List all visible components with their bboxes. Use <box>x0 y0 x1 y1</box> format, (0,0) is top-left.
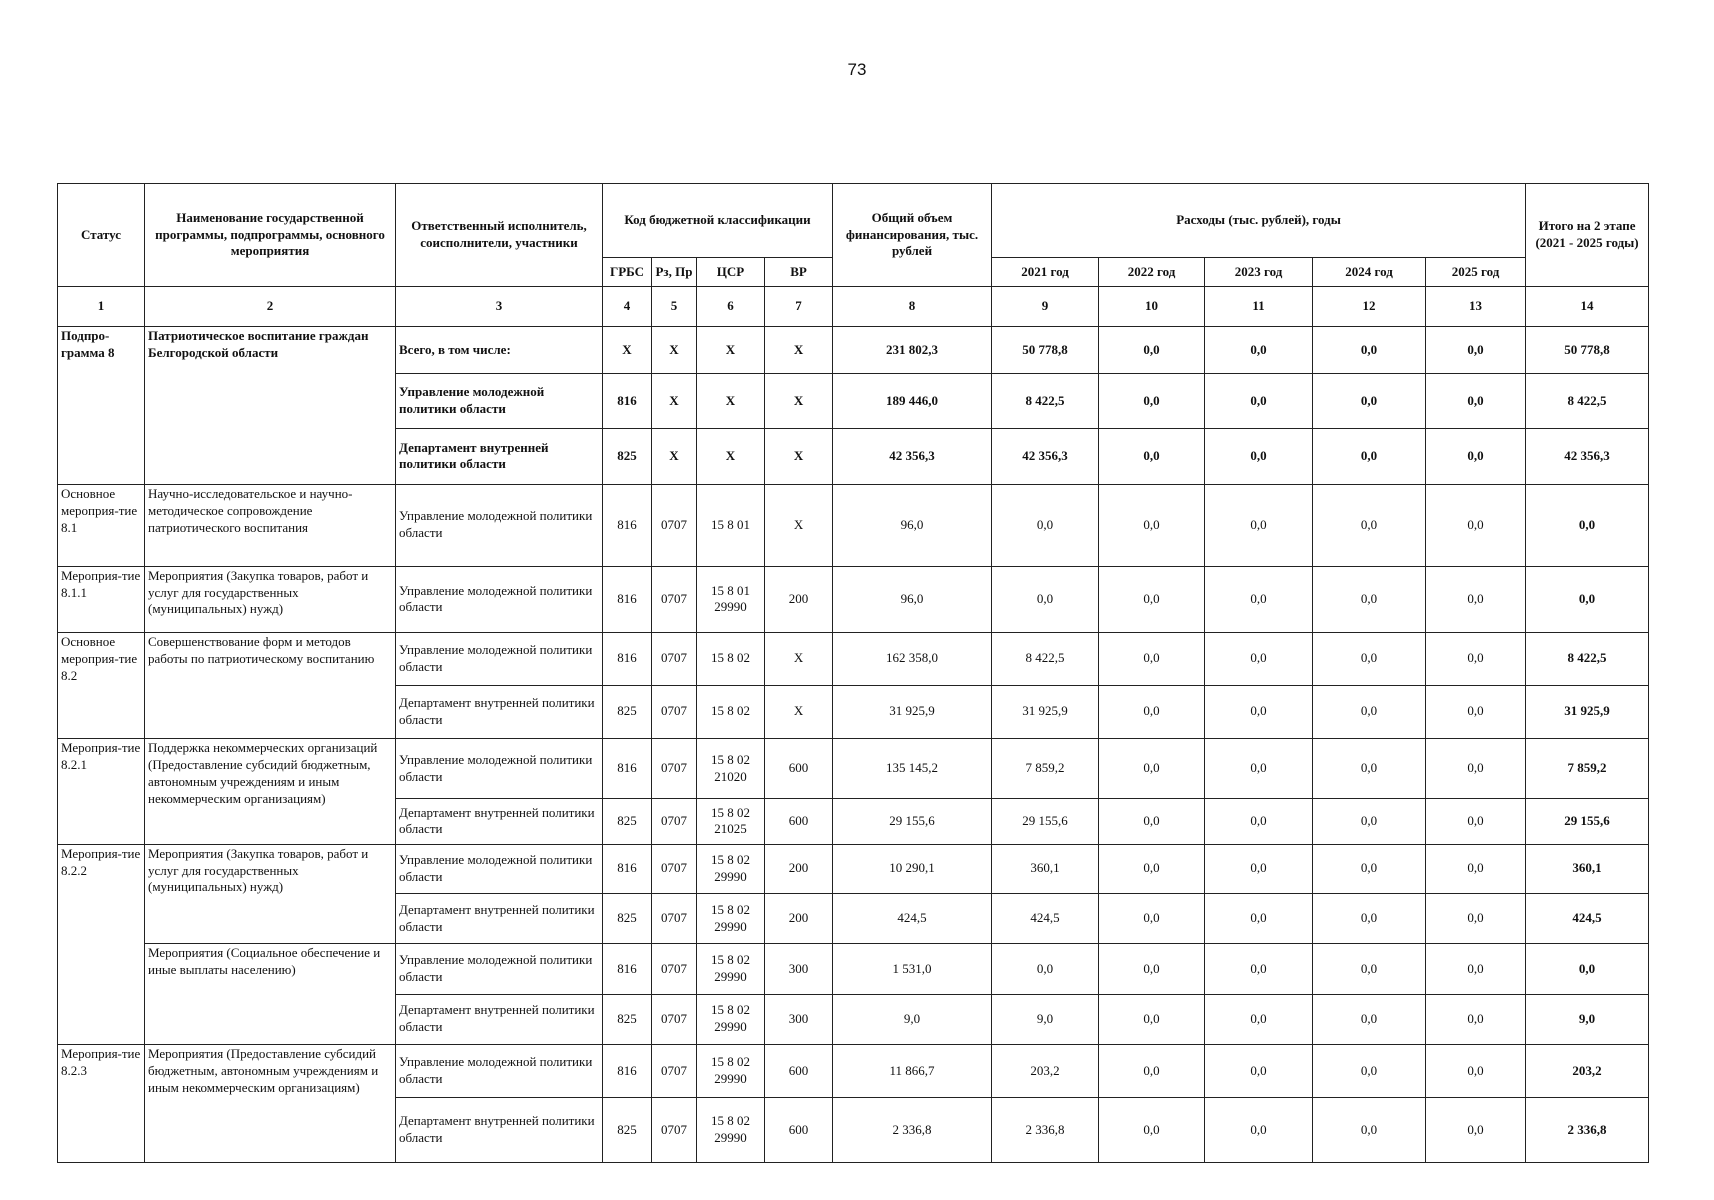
grbs-cell: Х <box>603 327 652 374</box>
rzpr-cell: 0707 <box>652 685 697 738</box>
executor-cell: Управление молодежной политики области <box>396 1045 603 1098</box>
csr-cell: 15 8 02 21020 <box>697 738 765 798</box>
header-vr: ВР <box>765 258 833 287</box>
executor-cell: Департамент внутренней политики области <box>396 1098 603 1163</box>
status-cell: Мероприя-тие 8.2.2 <box>58 844 145 1044</box>
col-number: 2 <box>145 287 396 327</box>
col-number: 13 <box>1426 287 1526 327</box>
vr-cell: Х <box>765 633 833 685</box>
y2022-cell: 0,0 <box>1099 327 1205 374</box>
table-row <box>58 633 1649 685</box>
header-executor: Ответственный исполнитель, соисполнители, участники <box>396 184 603 287</box>
vr-cell: 600 <box>765 1045 833 1098</box>
csr-cell: 15 8 02 <box>697 685 765 738</box>
header-grbs: ГРБС <box>603 258 652 287</box>
grbs-cell: 825 <box>603 428 652 484</box>
total-cell: 231 802,3 <box>833 327 992 374</box>
y2023-cell: 0,0 <box>1205 1045 1313 1098</box>
executor-cell: Департамент внутренней политики области <box>396 799 603 844</box>
y2023-cell: 0,0 <box>1205 1098 1313 1163</box>
executor-cell: Департамент внутренней политики области <box>396 893 603 943</box>
executor-cell: Управление молодежной политики области <box>396 374 603 428</box>
y2021-cell: 9,0 <box>992 994 1099 1044</box>
grbs-cell: 816 <box>603 844 652 893</box>
total-cell: 96,0 <box>833 566 992 632</box>
vr-cell: 200 <box>765 844 833 893</box>
status-cell: Подпро-грамма 8 <box>58 327 145 485</box>
status-cell: Мероприя-тие 8.2.1 <box>58 738 145 844</box>
y2022-cell: 0,0 <box>1099 738 1205 798</box>
grbs-cell: 825 <box>603 799 652 844</box>
vr-cell: 600 <box>765 799 833 844</box>
y2022-cell: 0,0 <box>1099 633 1205 685</box>
stage-total-cell: 0,0 <box>1526 944 1649 994</box>
table-row <box>58 1045 1649 1098</box>
csr-cell: 15 8 02 29990 <box>697 1098 765 1163</box>
status-cell: Основное мероприя-тие 8.2 <box>58 633 145 739</box>
rzpr-cell: 0707 <box>652 799 697 844</box>
grbs-cell: 816 <box>603 633 652 685</box>
y2024-cell: 0,0 <box>1313 994 1426 1044</box>
header-status: Статус <box>58 184 145 287</box>
rzpr-cell: 0707 <box>652 944 697 994</box>
y2021-cell: 0,0 <box>992 566 1099 632</box>
rzpr-cell: 0707 <box>652 485 697 567</box>
name-cell: Мероприятия (Предоставление субсидий бюджетным, автономным учреждениям и иным некоммерческим организациям) <box>145 1045 396 1163</box>
stage-total-cell: 31 925,9 <box>1526 685 1649 738</box>
rzpr-cell: 0707 <box>652 738 697 798</box>
header-budget-code: Код бюджетной классификации <box>603 184 833 258</box>
y2022-cell: 0,0 <box>1099 893 1205 943</box>
vr-cell: 600 <box>765 1098 833 1163</box>
csr-cell: 15 8 02 29990 <box>697 893 765 943</box>
col-number: 4 <box>603 287 652 327</box>
total-cell: 135 145,2 <box>833 738 992 798</box>
y2022-cell: 0,0 <box>1099 994 1205 1044</box>
col-number: 12 <box>1313 287 1426 327</box>
grbs-cell: 816 <box>603 738 652 798</box>
y2025-cell: 0,0 <box>1426 994 1526 1044</box>
rzpr-cell: 0707 <box>652 994 697 1044</box>
vr-cell: 300 <box>765 944 833 994</box>
y2025-cell: 0,0 <box>1426 738 1526 798</box>
y2021-cell: 0,0 <box>992 485 1099 567</box>
table-row <box>58 944 1649 994</box>
y2021-cell: 50 778,8 <box>992 327 1099 374</box>
y2021-cell: 0,0 <box>992 944 1099 994</box>
y2025-cell: 0,0 <box>1426 633 1526 685</box>
y2021-cell: 203,2 <box>992 1045 1099 1098</box>
y2023-cell: 0,0 <box>1205 485 1313 567</box>
y2025-cell: 0,0 <box>1426 1045 1526 1098</box>
total-cell: 2 336,8 <box>833 1098 992 1163</box>
y2021-cell: 7 859,2 <box>992 738 1099 798</box>
y2024-cell: 0,0 <box>1313 944 1426 994</box>
y2022-cell: 0,0 <box>1099 374 1205 428</box>
col-number: 5 <box>652 287 697 327</box>
header-name: Наименование государственной программы, подпрограммы, основного мероприятия <box>145 184 396 287</box>
y2021-cell: 8 422,5 <box>992 374 1099 428</box>
y2025-cell: 0,0 <box>1426 1098 1526 1163</box>
csr-cell: 15 8 02 29990 <box>697 1045 765 1098</box>
budget-table <box>57 183 1649 1163</box>
y2023-cell: 0,0 <box>1205 685 1313 738</box>
total-cell: 96,0 <box>833 485 992 567</box>
y2024-cell: 0,0 <box>1313 374 1426 428</box>
csr-cell: 15 8 02 29990 <box>697 994 765 1044</box>
header-stage-total: Итого на 2 этапе (2021 - 2025 годы) <box>1526 184 1649 287</box>
header-csr: ЦСР <box>697 258 765 287</box>
table-row <box>58 485 1649 567</box>
csr-cell: Х <box>697 327 765 374</box>
csr-cell: 15 8 02 29990 <box>697 944 765 994</box>
rzpr-cell: Х <box>652 374 697 428</box>
col-number: 3 <box>396 287 603 327</box>
name-cell: Мероприятия (Закупка товаров, работ и услуг для государственных (муниципальных) нужд) <box>145 844 396 944</box>
col-number: 6 <box>697 287 765 327</box>
stage-total-cell: 0,0 <box>1526 566 1649 632</box>
csr-cell: 15 8 02 21025 <box>697 799 765 844</box>
y2023-cell: 0,0 <box>1205 799 1313 844</box>
total-cell: 11 866,7 <box>833 1045 992 1098</box>
y2024-cell: 0,0 <box>1313 566 1426 632</box>
y2023-cell: 0,0 <box>1205 566 1313 632</box>
rzpr-cell: Х <box>652 428 697 484</box>
y2022-cell: 0,0 <box>1099 566 1205 632</box>
grbs-cell: 816 <box>603 944 652 994</box>
executor-cell: Управление молодежной политики области <box>396 738 603 798</box>
y2021-cell: 424,5 <box>992 893 1099 943</box>
total-cell: 424,5 <box>833 893 992 943</box>
vr-cell: 200 <box>765 893 833 943</box>
y2025-cell: 0,0 <box>1426 327 1526 374</box>
stage-total-cell: 2 336,8 <box>1526 1098 1649 1163</box>
y2022-cell: 0,0 <box>1099 799 1205 844</box>
y2022-cell: 0,0 <box>1099 485 1205 567</box>
grbs-cell: 816 <box>603 1045 652 1098</box>
y2022-cell: 0,0 <box>1099 1098 1205 1163</box>
y2023-cell: 0,0 <box>1205 738 1313 798</box>
y2025-cell: 0,0 <box>1426 844 1526 893</box>
col-number: 7 <box>765 287 833 327</box>
status-cell: Основное мероприя-тие 8.1 <box>58 485 145 567</box>
rzpr-cell: Х <box>652 327 697 374</box>
stage-total-cell: 7 859,2 <box>1526 738 1649 798</box>
stage-total-cell: 424,5 <box>1526 893 1649 943</box>
vr-cell: Х <box>765 485 833 567</box>
y2024-cell: 0,0 <box>1313 1045 1426 1098</box>
y2025-cell: 0,0 <box>1426 566 1526 632</box>
stage-total-cell: 8 422,5 <box>1526 633 1649 685</box>
y2025-cell: 0,0 <box>1426 428 1526 484</box>
y2023-cell: 0,0 <box>1205 844 1313 893</box>
executor-cell: Управление молодежной политики области <box>396 566 603 632</box>
y2021-cell: 29 155,6 <box>992 799 1099 844</box>
y2024-cell: 0,0 <box>1313 1098 1426 1163</box>
header-expenses: Расходы (тыс. рублей), годы <box>992 184 1526 258</box>
grbs-cell: 816 <box>603 485 652 567</box>
header-total-volume: Общий объем финансирования, тыс. рублей <box>833 184 992 287</box>
grbs-cell: 816 <box>603 566 652 632</box>
y2023-cell: 0,0 <box>1205 428 1313 484</box>
total-cell: 10 290,1 <box>833 844 992 893</box>
executor-cell: Управление молодежной политики области <box>396 485 603 567</box>
csr-cell: Х <box>697 428 765 484</box>
table-row <box>58 738 1649 798</box>
header-2021: 2021 год <box>992 258 1099 287</box>
y2021-cell: 8 422,5 <box>992 633 1099 685</box>
rzpr-cell: 0707 <box>652 893 697 943</box>
header-2022: 2022 год <box>1099 258 1205 287</box>
header-2023: 2023 год <box>1205 258 1313 287</box>
executor-cell: Управление молодежной политики области <box>396 944 603 994</box>
rzpr-cell: 0707 <box>652 1098 697 1163</box>
vr-cell: Х <box>765 327 833 374</box>
table-row <box>58 327 1649 374</box>
executor-cell: Департамент внутренней политики области <box>396 685 603 738</box>
col-number: 10 <box>1099 287 1205 327</box>
y2023-cell: 0,0 <box>1205 633 1313 685</box>
total-cell: 1 531,0 <box>833 944 992 994</box>
csr-cell: Х <box>697 374 765 428</box>
stage-total-cell: 360,1 <box>1526 844 1649 893</box>
y2024-cell: 0,0 <box>1313 893 1426 943</box>
y2025-cell: 0,0 <box>1426 799 1526 844</box>
rzpr-cell: 0707 <box>652 1045 697 1098</box>
status-cell: Мероприя-тие 8.1.1 <box>58 566 145 632</box>
y2024-cell: 0,0 <box>1313 685 1426 738</box>
stage-total-cell: 50 778,8 <box>1526 327 1649 374</box>
y2024-cell: 0,0 <box>1313 428 1426 484</box>
vr-cell: Х <box>765 685 833 738</box>
total-cell: 9,0 <box>833 994 992 1044</box>
col-number: 11 <box>1205 287 1313 327</box>
total-cell: 29 155,6 <box>833 799 992 844</box>
csr-cell: 15 8 02 <box>697 633 765 685</box>
y2025-cell: 0,0 <box>1426 485 1526 567</box>
y2025-cell: 0,0 <box>1426 374 1526 428</box>
executor-cell: Департамент внутренней политики области <box>396 428 603 484</box>
y2024-cell: 0,0 <box>1313 844 1426 893</box>
header-rz-pr: Рз, Пр <box>652 258 697 287</box>
name-cell: Научно-исследовательское и научно-методическое сопровождение патриотического воспитания <box>145 485 396 567</box>
stage-total-cell: 29 155,6 <box>1526 799 1649 844</box>
y2021-cell: 31 925,9 <box>992 685 1099 738</box>
y2023-cell: 0,0 <box>1205 327 1313 374</box>
rzpr-cell: 0707 <box>652 633 697 685</box>
vr-cell: 300 <box>765 994 833 1044</box>
y2021-cell: 42 356,3 <box>992 428 1099 484</box>
executor-cell: Управление молодежной политики области <box>396 844 603 893</box>
table-row <box>58 844 1649 893</box>
y2025-cell: 0,0 <box>1426 944 1526 994</box>
csr-cell: 15 8 01 <box>697 485 765 567</box>
col-number: 1 <box>58 287 145 327</box>
header-2024: 2024 год <box>1313 258 1426 287</box>
vr-cell: 200 <box>765 566 833 632</box>
csr-cell: 15 8 01 29990 <box>697 566 765 632</box>
total-cell: 31 925,9 <box>833 685 992 738</box>
y2025-cell: 0,0 <box>1426 893 1526 943</box>
grbs-cell: 825 <box>603 994 652 1044</box>
y2021-cell: 2 336,8 <box>992 1098 1099 1163</box>
header-2025: 2025 год <box>1426 258 1526 287</box>
executor-cell: Управление молодежной политики области <box>396 633 603 685</box>
name-cell: Мероприятия (Закупка товаров, работ и услуг для государственных (муниципальных) нужд) <box>145 566 396 632</box>
y2023-cell: 0,0 <box>1205 994 1313 1044</box>
total-cell: 42 356,3 <box>833 428 992 484</box>
executor-cell: Департамент внутренней политики области <box>396 994 603 1044</box>
y2024-cell: 0,0 <box>1313 485 1426 567</box>
y2023-cell: 0,0 <box>1205 893 1313 943</box>
stage-total-cell: 8 422,5 <box>1526 374 1649 428</box>
y2022-cell: 0,0 <box>1099 1045 1205 1098</box>
y2022-cell: 0,0 <box>1099 685 1205 738</box>
y2021-cell: 360,1 <box>992 844 1099 893</box>
y2024-cell: 0,0 <box>1313 633 1426 685</box>
stage-total-cell: 42 356,3 <box>1526 428 1649 484</box>
col-number: 9 <box>992 287 1099 327</box>
grbs-cell: 816 <box>603 374 652 428</box>
col-number: 14 <box>1526 287 1649 327</box>
name-cell: Патриотическое воспитание граждан Белгородской области <box>145 327 396 485</box>
y2023-cell: 0,0 <box>1205 374 1313 428</box>
y2022-cell: 0,0 <box>1099 428 1205 484</box>
status-cell: Мероприя-тие 8.2.3 <box>58 1045 145 1163</box>
vr-cell: Х <box>765 374 833 428</box>
y2022-cell: 0,0 <box>1099 844 1205 893</box>
executor-cell: Всего, в том числе: <box>396 327 603 374</box>
grbs-cell: 825 <box>603 685 652 738</box>
col-number: 8 <box>833 287 992 327</box>
vr-cell: 600 <box>765 738 833 798</box>
stage-total-cell: 0,0 <box>1526 485 1649 567</box>
csr-cell: 15 8 02 29990 <box>697 844 765 893</box>
grbs-cell: 825 <box>603 893 652 943</box>
y2022-cell: 0,0 <box>1099 944 1205 994</box>
total-cell: 189 446,0 <box>833 374 992 428</box>
y2023-cell: 0,0 <box>1205 944 1313 994</box>
total-cell: 162 358,0 <box>833 633 992 685</box>
vr-cell: Х <box>765 428 833 484</box>
page-number: 73 <box>847 60 867 79</box>
name-cell: Мероприятия (Социальное обеспечение и иные выплаты населению) <box>145 944 396 1045</box>
table-row <box>58 566 1649 632</box>
y2024-cell: 0,0 <box>1313 327 1426 374</box>
name-cell: Поддержка некоммерческих организаций (Предоставление субсидий бюджетным, автономным учреждениям и иным некоммерческим организациям) <box>145 738 396 844</box>
stage-total-cell: 9,0 <box>1526 994 1649 1044</box>
rzpr-cell: 0707 <box>652 566 697 632</box>
y2024-cell: 0,0 <box>1313 738 1426 798</box>
name-cell: Совершенствование форм и методов работы по патриотическому воспитанию <box>145 633 396 739</box>
grbs-cell: 825 <box>603 1098 652 1163</box>
stage-total-cell: 203,2 <box>1526 1045 1649 1098</box>
y2025-cell: 0,0 <box>1426 685 1526 738</box>
y2024-cell: 0,0 <box>1313 799 1426 844</box>
rzpr-cell: 0707 <box>652 844 697 893</box>
